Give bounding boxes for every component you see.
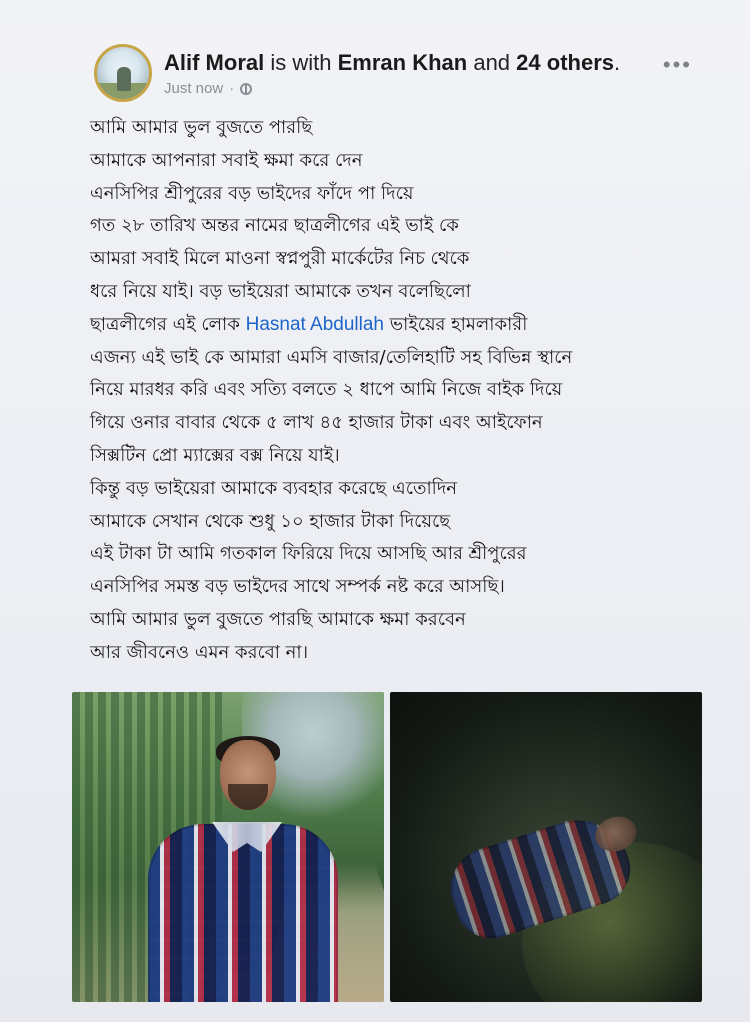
photo-1-shirt bbox=[148, 824, 338, 1002]
post-text-line: নিয়ে মারধর করি এবং সত্যি বলতে ২ ধাপে আমি নিজে বাইক দিয়ে bbox=[90, 379, 563, 401]
post-header bbox=[94, 40, 724, 110]
author-avatar[interactable] bbox=[94, 44, 152, 102]
globe-icon bbox=[240, 83, 252, 95]
post-text-prefix: ছাত্রলীগের এই লোক bbox=[90, 313, 246, 335]
and-text: and bbox=[473, 50, 511, 75]
tagged-user[interactable]: Emran Khan bbox=[337, 50, 468, 75]
others-count[interactable]: 24 others bbox=[516, 50, 614, 75]
post-text-line: আমি আমার ভুল বুজতে পারছি bbox=[90, 117, 313, 138]
post-text-line: এই টাকা টা আমি গতকাল ফিরিয়ে দিয়ে আসছি আর শ্রীপুরের bbox=[90, 543, 527, 565]
post-text-line: এজন্য এই ভাই কে আমারা এমসি বাজার/তেলিহাটি সহ বিভিন্ন স্থানে bbox=[90, 346, 573, 368]
post-text-line: আর জীবনেও এমন করবো না। bbox=[90, 641, 309, 663]
more-horizontal-icon[interactable]: ••• bbox=[662, 52, 692, 77]
post-text-line: কিন্তু বড় ভাইয়েরা আমাকে ব্যবহার করেছে এতোদিন bbox=[90, 477, 458, 499]
with-text: is with bbox=[270, 50, 332, 75]
photo-2[interactable] bbox=[390, 692, 702, 1002]
post-text-line: গিয়ে ওনার বাবার থেকে ৫ লাখ ৪৫ হাজার টাকা এবং আইফোন bbox=[90, 412, 543, 434]
post-text-line: আমি আমার ভুল বুজতে পারছি আমাকে ক্ষমা করবেন bbox=[90, 608, 466, 630]
post-title-line bbox=[164, 50, 620, 76]
post-text-line: ধরে নিয়ে যাই। বড় ভাইয়েরা আমাকে তখন বলেছিলো bbox=[90, 280, 471, 302]
post-text-line: সিক্সটিন প্রো ম্যাক্সের বক্স নিয়ে যাই। bbox=[90, 444, 340, 466]
post-text-line: আমাকে সেখান থেকে শুধু ১০ হাজার টাকা দিয়েছে bbox=[90, 510, 451, 532]
post-photos bbox=[72, 692, 702, 1002]
post-text-line: গত ২৮ তারিখ অন্তর নামের ছাত্রলীগের এই ভাই কে bbox=[90, 215, 459, 237]
title-period: . bbox=[614, 50, 621, 75]
post-text-line: আমরা সবাই মিলে মাওনা স্বপ্নপুরী মার্কেটের নিচ থেকে bbox=[90, 248, 470, 270]
meta-separator: · bbox=[229, 80, 235, 97]
post-text bbox=[90, 112, 700, 670]
author-name[interactable]: Alif Moral bbox=[164, 50, 265, 75]
post-text-line-with-mention bbox=[90, 309, 700, 342]
post-text-suffix: ভাইয়ের হামলাকারী bbox=[384, 313, 528, 335]
avatar-figure bbox=[117, 67, 131, 91]
post-text-line: এনসিপির সমস্ত বড় ভাইদের সাথে সম্পর্ক নষ্ট করে আসছি। bbox=[90, 576, 505, 598]
mention-link[interactable]: Hasnat Abdullah bbox=[245, 313, 384, 335]
post-text-line: এনসিপির শ্রীপুরের বড় ভাইদের ফাঁদে পা দিয়ে bbox=[90, 182, 414, 204]
post-timestamp[interactable]: Just now bbox=[164, 80, 224, 97]
photo-1[interactable] bbox=[72, 692, 384, 1002]
post-meta bbox=[164, 80, 252, 97]
post-text-line: আমাকে আপনারা সবাই ক্ষমা করে দেন bbox=[90, 149, 363, 171]
